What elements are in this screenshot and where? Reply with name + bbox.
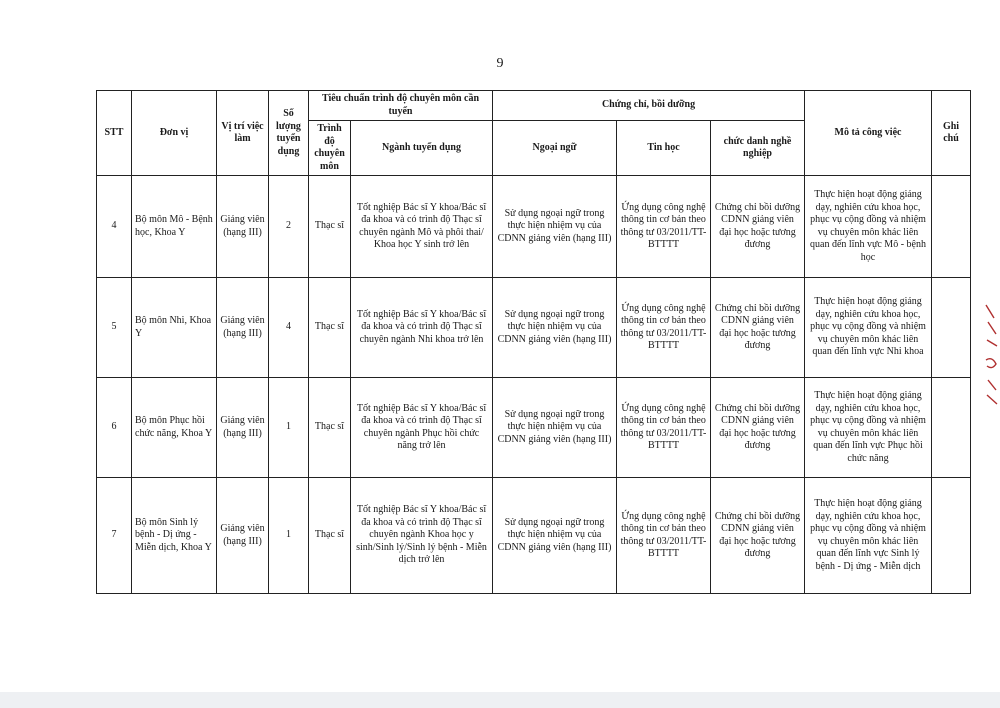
- margin-stamp-marks: [984, 300, 1000, 410]
- cell-ngoai-ngu: Sử dụng ngoại ngữ trong thực hiện nhiệm vụ của CDNN giảng viên (hạng III): [493, 478, 617, 594]
- header-tin-hoc: Tin học: [617, 121, 711, 176]
- cell-so-luong: 4: [269, 278, 309, 378]
- header-chung-chi: Chứng chỉ, bồi dưỡng: [493, 91, 805, 121]
- cell-chuc-danh: Chứng chỉ bồi dưỡng CDNN giảng viên đại học hoặc tương đương: [711, 176, 805, 278]
- header-trinh-do: Trình độ chuyên môn: [309, 121, 351, 176]
- cell-mo-ta: Thực hiện hoạt động giảng dạy, nghiên cứu khoa học, phục vụ cộng đồng và nhiệm vụ chuyên môn khác liên quan đến lĩnh vực Nhi khoa: [805, 278, 932, 378]
- cell-trinh-do: Thạc sĩ: [309, 278, 351, 378]
- cell-tin-hoc: Ứng dụng công nghệ thông tin cơ bản theo thông tư 03/2011/TT-BTTTT: [617, 478, 711, 594]
- cell-ngoai-ngu: Sử dụng ngoại ngữ trong thực hiện nhiệm vụ của CDNN giảng viên (hạng III): [493, 278, 617, 378]
- header-ngoai-ngu: Ngoại ngữ: [493, 121, 617, 176]
- cell-nganh: Tốt nghiệp Bác sĩ Y khoa/Bác sĩ đa khoa và có trình độ Thạc sĩ chuyên ngành Phục hồi chức năng trở lên: [351, 378, 493, 478]
- cell-chuc-danh: Chứng chỉ bồi dưỡng CDNN giảng viên đại học hoặc tương đương: [711, 378, 805, 478]
- header-row-1: [97, 91, 971, 121]
- cell-don-vi: Bộ môn Mô - Bệnh học, Khoa Y: [132, 176, 217, 278]
- cell-stt: 6: [97, 378, 132, 478]
- cell-tin-hoc: Ứng dụng công nghệ thông tin cơ bản theo thông tư 03/2011/TT-BTTTT: [617, 278, 711, 378]
- cell-vi-tri: Giảng viên (hạng III): [217, 378, 269, 478]
- cell-vi-tri: Giảng viên (hạng III): [217, 278, 269, 378]
- header-don-vi: Đơn vị: [132, 91, 217, 176]
- cell-ngoai-ngu: Sử dụng ngoại ngữ trong thực hiện nhiệm vụ của CDNN giảng viên (hạng III): [493, 378, 617, 478]
- page-number: 9: [496, 56, 504, 71]
- header-ghi-chu: Ghi chú: [932, 91, 971, 176]
- cell-stt: 4: [97, 176, 132, 278]
- cell-nganh: Tốt nghiệp Bác sĩ Y khoa/Bác sĩ đa khoa và có trình độ Thạc sĩ chuyên ngành Mô và phôi thai/ Khoa học Y sinh trở lên: [351, 176, 493, 278]
- cell-don-vi: Bộ môn Sinh lý bệnh - Dị ứng - Miễn dịch, Khoa Y: [132, 478, 217, 594]
- header-vi-tri: Vị trí việc làm: [217, 91, 269, 176]
- cell-ghi-chu: [932, 478, 971, 594]
- table-row: [97, 378, 971, 478]
- table-row: [97, 176, 971, 278]
- cell-ghi-chu: [932, 378, 971, 478]
- cell-nganh: Tốt nghiệp Bác sĩ Y khoa/Bác sĩ đa khoa và có trình độ Thạc sĩ chuyên ngành Nhi khoa trở lên: [351, 278, 493, 378]
- cell-ngoai-ngu: Sử dụng ngoại ngữ trong thực hiện nhiệm vụ của CDNN giảng viên (hạng III): [493, 176, 617, 278]
- cell-vi-tri: Giảng viên (hạng III): [217, 176, 269, 278]
- cell-so-luong: 2: [269, 176, 309, 278]
- header-stt: STT: [97, 91, 132, 176]
- cell-chuc-danh: Chứng chỉ bồi dưỡng CDNN giảng viên đại học hoặc tương đương: [711, 478, 805, 594]
- cell-mo-ta: Thực hiện hoạt động giảng dạy, nghiên cứu khoa học, phục vụ cộng đồng và nhiệm vụ chuyên môn khác liên quan đến lĩnh vực Mô - bệnh học: [805, 176, 932, 278]
- cell-stt: 7: [97, 478, 132, 594]
- cell-stt: 5: [97, 278, 132, 378]
- table-row: [97, 478, 971, 594]
- cell-vi-tri: Giảng viên (hạng III): [217, 478, 269, 594]
- header-so-luong: Số lượng tuyển dụng: [269, 91, 309, 176]
- cell-trinh-do: Thạc sĩ: [309, 176, 351, 278]
- cell-don-vi: Bộ môn Phục hồi chức năng, Khoa Y: [132, 378, 217, 478]
- header-tieu-chuan: Tiêu chuẩn trình độ chuyên môn cần tuyển: [309, 91, 493, 121]
- cell-so-luong: 1: [269, 378, 309, 478]
- recruitment-table: [96, 90, 971, 594]
- cell-mo-ta: Thực hiện hoạt động giảng dạy, nghiên cứu khoa học, phục vụ cộng đồng và nhiệm vụ chuyên môn khác liên quan đến lĩnh vực Phục hồi chức năng: [805, 378, 932, 478]
- cell-tin-hoc: Ứng dụng công nghệ thông tin cơ bản theo thông tư 03/2011/TT-BTTTT: [617, 176, 711, 278]
- page-bottom-band: [0, 692, 1000, 708]
- header-mo-ta: Mô tả công việc: [805, 91, 932, 176]
- header-chuc-danh: chức danh nghề nghiệp: [711, 121, 805, 176]
- cell-nganh: Tốt nghiệp Bác sĩ Y khoa/Bác sĩ đa khoa và có trình độ Thạc sĩ chuyên ngành Khoa học y sinh/Sinh lý/Sinh lý bệnh - Miễn dịch trở lên: [351, 478, 493, 594]
- cell-ghi-chu: [932, 278, 971, 378]
- cell-tin-hoc: Ứng dụng công nghệ thông tin cơ bản theo thông tư 03/2011/TT-BTTTT: [617, 378, 711, 478]
- cell-chuc-danh: Chứng chỉ bồi dưỡng CDNN giảng viên đại học hoặc tương đương: [711, 278, 805, 378]
- cell-mo-ta: Thực hiện hoạt động giảng dạy, nghiên cứu khoa học, phục vụ cộng đồng và nhiệm vụ chuyên môn khác liên quan đến lĩnh vực Sinh lý bệnh - Dị ứng - Miễn dịch: [805, 478, 932, 594]
- cell-trinh-do: Thạc sĩ: [309, 378, 351, 478]
- cell-so-luong: 1: [269, 478, 309, 594]
- cell-don-vi: Bộ môn Nhi, Khoa Y: [132, 278, 217, 378]
- cell-ghi-chu: [932, 176, 971, 278]
- header-nganh: Ngành tuyển dụng: [351, 121, 493, 176]
- cell-trinh-do: Thạc sĩ: [309, 478, 351, 594]
- table-row: [97, 278, 971, 378]
